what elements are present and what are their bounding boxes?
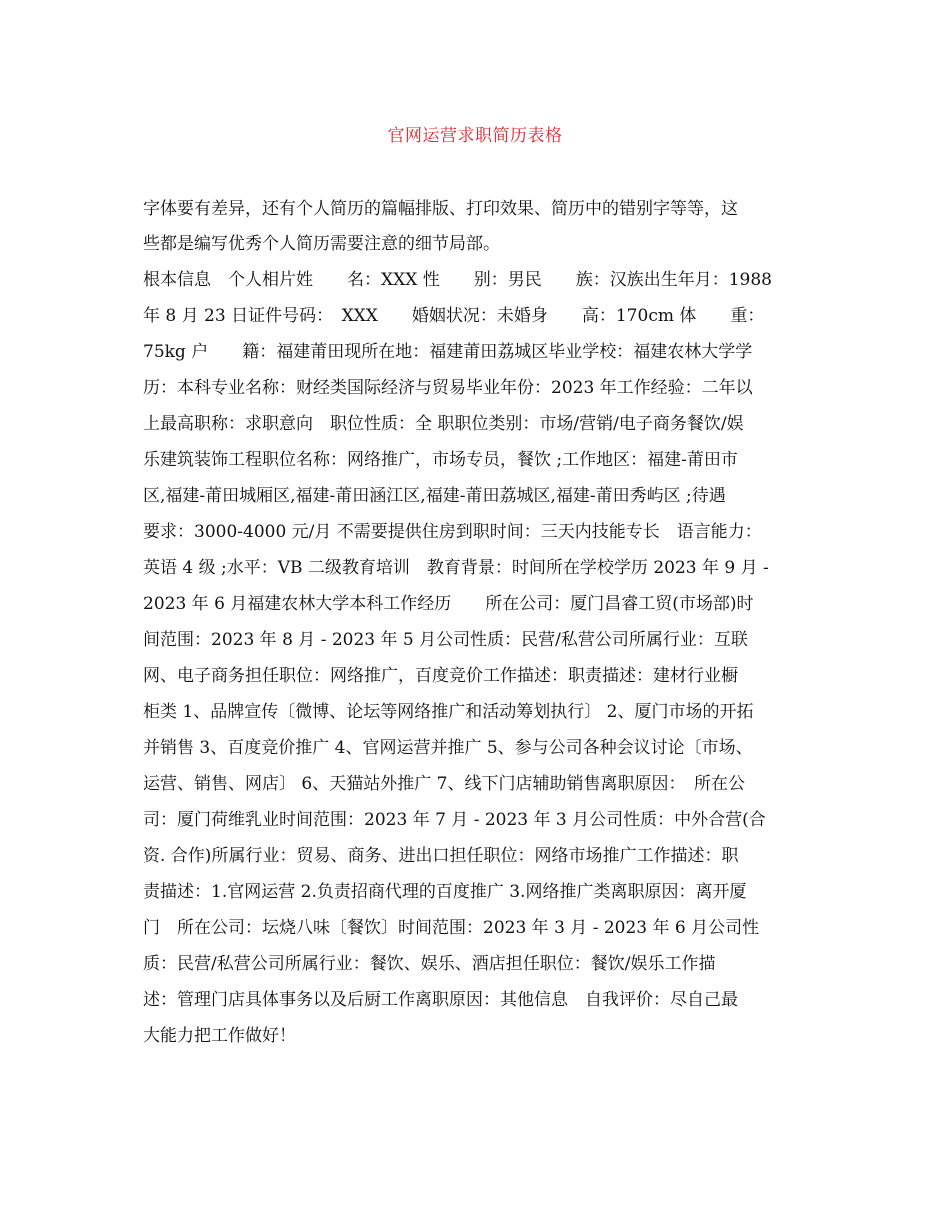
body-line: 根本信息 个人相片姓 名：XXX 性 别：男民 族：汉族出生年月：1988	[143, 270, 772, 290]
body-line: 乐建筑装饰工程职位名称：网络推广，市场专员，餐饮 ;工作地区：福建-莆田市	[143, 450, 738, 470]
body-line: 柜类 1、品牌宣传〔微博、论坛等网络推广和活动筹划执行〕 2、厦门市场的开拓	[143, 702, 754, 722]
body-line: 资. 合作)所属行业：贸易、商务、进出口担任职位：网络市场推广工作描述：职	[143, 846, 739, 866]
body-line: 质：民营/私营公司所属行业：餐饮、娱乐、酒店担任职位：餐饮/娱乐工作描	[143, 954, 716, 974]
body-line: 网、电子商务担任职位：网络推广，百度竞价工作描述：职责描述：建材行业橱	[143, 666, 738, 686]
body-line: 2023 年 6 月福建农林大学本科工作经历 所在公司：厦门昌睿工贸(市场部)时	[143, 594, 754, 614]
body-line: 上最高职称：求职意向 职位性质：全 职职位类别：市场/营销/电子商务餐饮/娱	[143, 414, 744, 434]
body-line: 述：管理门店具体事务以及后厨工作离职原因：其他信息 自我评价：尽自己最	[143, 990, 738, 1010]
body-line: 司：厦门荷维乳业时间范围：2023 年 7 月 - 2023 年 3 月公司性质：中外合营(合	[143, 810, 766, 830]
body-line: 75kg 户 籍：福建莆田现所在地：福建莆田荔城区毕业学校：福建农林大学学	[143, 342, 753, 362]
body-line: 运营、销售、网店〕 6、天猫站外推广 7、线下门店辅助销售离职原因： 所在公	[143, 774, 745, 794]
body-line: 年 8 月 23 日证件号码： XXX 婚姻状况：未婚身 高：170cm 体 重：	[143, 306, 765, 326]
body-line: 字体要有差异，还有个人简历的篇幅排版、打印效果、简历中的错别字等等，这	[143, 199, 738, 219]
body-line: 大能力把工作做好！	[143, 1026, 296, 1046]
body-line: 要求：3000-4000 元/月 不需要提供住房到职时间：三天内技能专长 语言能力：	[143, 522, 762, 542]
body-line: 历：本科专业名称：财经类国际经济与贸易毕业年份：2023 年工作经验：二年以	[143, 378, 753, 398]
body-line: 责描述：1.官网运营 2.负责招商代理的百度推广 3.网络推广类离职原因：离开厦	[143, 882, 747, 902]
body-line: 门 所在公司：坛烧八味〔餐饮〕时间范围：2023 年 3 月 - 2023 年 6 月公司性	[143, 918, 760, 938]
body-line: 并销售 3、百度竞价推广 4、官网运营并推广 5、参与公司各种会议讨论〔市场、	[143, 738, 753, 758]
body-line: 些都是编写优秀个人简历需要注意的细节局部。	[143, 234, 500, 254]
body-line: 英语 4 级 ;水平：VB 二级教育培训 教育背景：时间所在学校学历 2023 年 9 月 -	[143, 558, 769, 578]
body-line: 间范围：2023 年 8 月 - 2023 年 5 月公司性质：民营/私营公司所属行业：互联	[143, 630, 748, 650]
body-line: 区,福建-莆田城厢区,福建-莆田涵江区,福建-莆田荔城区,福建-莆田秀屿区 ;待遇	[143, 486, 726, 506]
document-title: 官网运营求职简历表格	[387, 126, 563, 146]
